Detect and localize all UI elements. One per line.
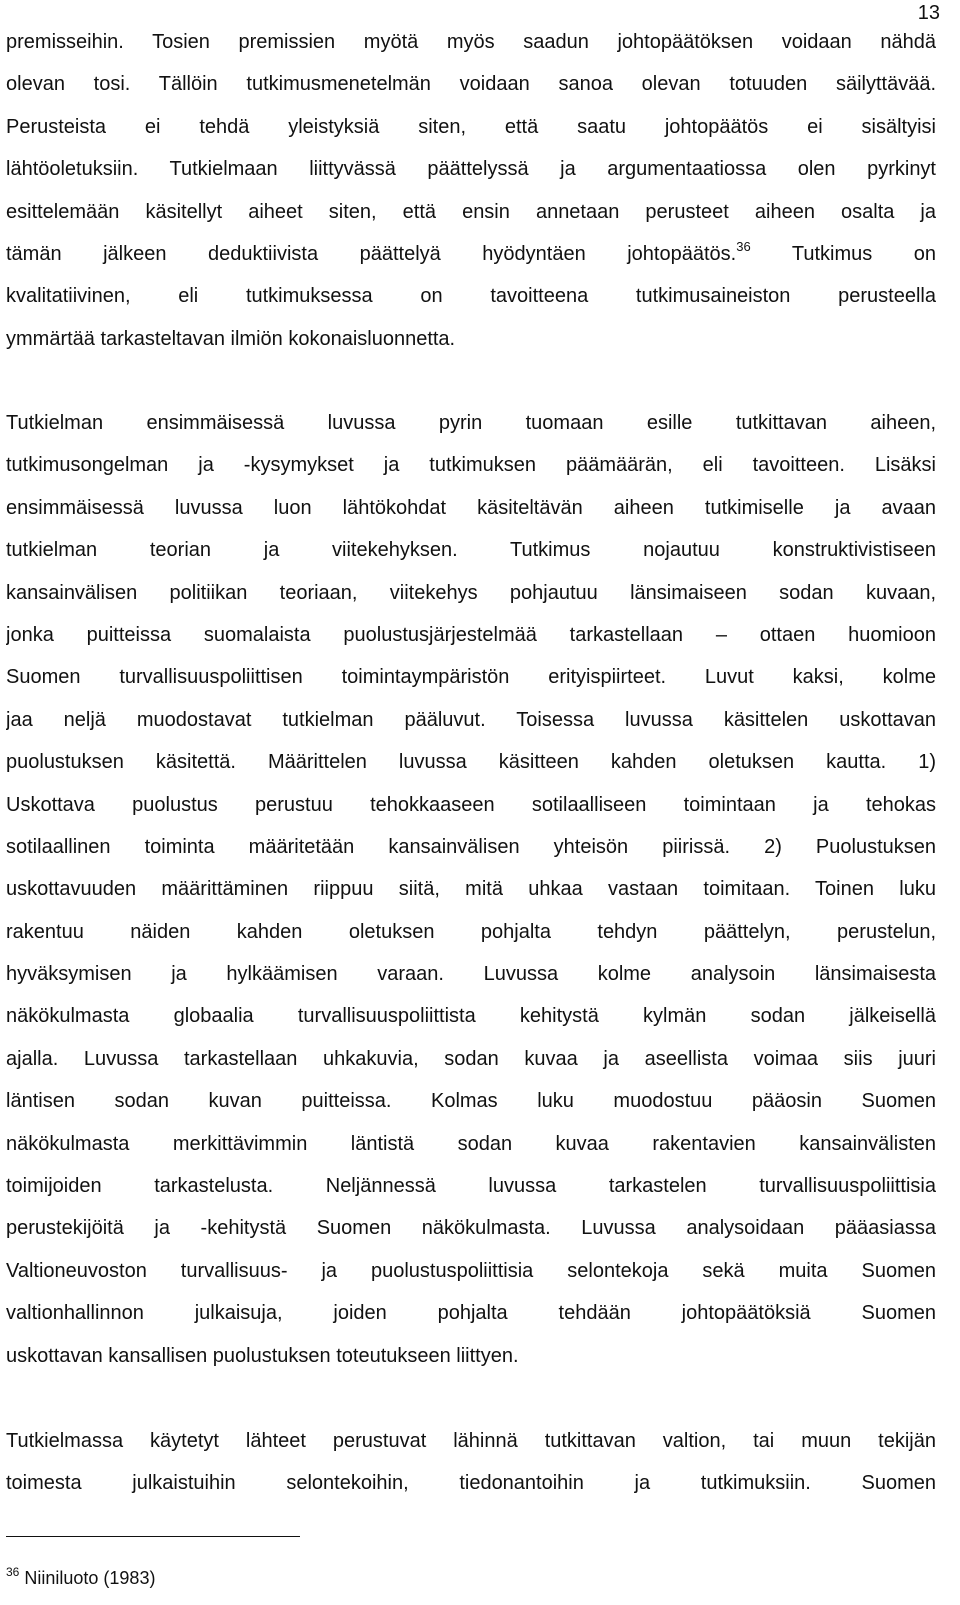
text-line: hyväksymisen ja hylkäämisen varaan. Luvussa kolme analysoin länsimaisesta	[6, 963, 936, 986]
text-line: perustekijöitä ja -kehitystä Suomen näkökulmasta. Luvussa analysoidaan pääasiassa	[6, 1217, 936, 1240]
text-line: rakentuu näiden kahden oletuksen pohjalta tehdyn päättelyn, perustelun,	[6, 920, 936, 943]
paragraph-sources	[6, 1420, 936, 1505]
text-line: esittelemään käsitellyt aiheet siten, että ensin annetaan perusteet aiheen osalta ja	[6, 200, 936, 223]
footnote	[6, 1565, 156, 1589]
text-line: lähtöoletuksiin. Tutkielmaan liittyvässä päättelyssä ja argumentaatiossa olen pyrkinyt	[6, 158, 936, 181]
text-span: tämän jälkeen deduktiivista päättelyä hyödyntäen johtopäätös.	[6, 242, 737, 265]
text-line: ajalla. Luvussa tarkastellaan uhkakuvia, sodan kuvaa ja aseellista voimaa siis juuri	[6, 1047, 936, 1070]
footnote-text: Niiniluoto (1983)	[24, 1568, 156, 1588]
text-line: ymmärtää tarkasteltavan ilmiön kokonaisluonnetta.	[6, 327, 456, 350]
text-line-with-footnote	[6, 233, 936, 275]
page-number: 13	[917, 2, 940, 24]
footnote-reference: 36	[736, 238, 751, 254]
text-line: toimijoiden tarkastelusta. Neljännessä luvussa tarkastelen turvallisuuspoliittisia	[6, 1175, 936, 1198]
text-line: olevan tosi. Tällöin tutkimusmenetelmän voidaan sanoa olevan totuuden säilyttävää.	[6, 73, 936, 96]
text-line: puolustuksen käsitettä. Määrittelen luvussa käsitteen kahden oletuksen kautta. 1)	[6, 751, 936, 774]
text-line: valtionhallinnon julkaisuja, joiden pohjalta tehdään johtopäätöksiä Suomen	[6, 1302, 936, 1325]
text-line: Tutkielmassa käytetyt lähteet perustuvat lähinnä tutkittavan valtion, tai muun tekijän	[6, 1430, 936, 1452]
footnote-separator	[6, 1536, 300, 1537]
text-line: uskottavan kansallisen puolustuksen toteutukseen liittyen.	[6, 1344, 519, 1367]
text-line: Valtioneuvoston turvallisuus- ja puolustuspoliittisia selontekoja sekä muita Suomen	[6, 1259, 936, 1282]
text-line: sotilaallinen toiminta määritetään kansainvälisen yhteisön piirissä. 2) Puolustuksen	[6, 835, 936, 858]
text-line: Suomen turvallisuuspoliittisen toimintaympäristön erityispiirteet. Luvut kaksi, kolme	[6, 666, 936, 689]
text-line: Uskottava puolustus perustuu tehokkaaseen sotilaalliseen toimintaan ja tehokas	[6, 793, 936, 816]
text-line: Perusteista ei tehdä yleistyksiä siten, että saatu johtopäätös ei sisältyisi	[6, 115, 936, 138]
text-line: Tutkielman ensimmäisessä luvussa pyrin tuomaan esille tutkittavan aiheen,	[6, 412, 936, 434]
text-line: uskottavuuden määrittäminen riippuu siitä, mitä uhkaa vastaan toimitaan. Toinen luku	[6, 878, 936, 901]
text-line: premisseihin. Tosien premissien myötä myös saadun johtopäätöksen voidaan nähdä	[6, 31, 936, 53]
text-span: Tutkimus on	[750, 242, 936, 265]
text-line: näkökulmasta merkittävimmin läntistä sodan kuvaa rakentavien kansainvälisten	[6, 1132, 936, 1155]
footnote-marker: 36	[6, 1565, 20, 1579]
text-line: jonka puitteissa suomalaista puolustusjärjestelmää tarkastellaan – ottaen huomioon	[6, 623, 936, 646]
text-line: ensimmäisessä luvussa luon lähtökohdat käsiteltävän aiheen tutkimiselle ja avaan	[6, 496, 936, 519]
text-line: läntisen sodan kuvan puitteissa. Kolmas luku muodostuu pääosin Suomen	[6, 1090, 936, 1113]
text-line: kvalitatiivinen, eli tutkimuksessa on tavoitteena tutkimusaineiston perusteella	[6, 285, 936, 308]
paragraph-structure	[6, 402, 936, 1377]
text-line: tutkimusongelman ja -kysymykset ja tutkimuksen päämäärän, eli tavoitteen. Lisäksi	[6, 454, 936, 477]
paragraph-method	[6, 21, 936, 360]
text-line: toimesta julkaistuihin selontekoihin, tiedonantoihin ja tutkimuksiin. Suomen	[6, 1472, 936, 1495]
text-line: kansainvälisen politiikan teoriaan, viitekehys pohjautuu länsimaiseen sodan kuvaan,	[6, 581, 936, 604]
text-line: näkökulmasta globaalia turvallisuuspoliittista kehitystä kylmän sodan jälkeisellä	[6, 1005, 936, 1028]
text-line: tutkielman teorian ja viitekehyksen. Tutkimus nojautuu konstruktivistiseen	[6, 539, 936, 562]
text-line: jaa neljä muodostavat tutkielman pääluvut. Toisessa luvussa käsittelen uskottavan	[6, 708, 936, 731]
